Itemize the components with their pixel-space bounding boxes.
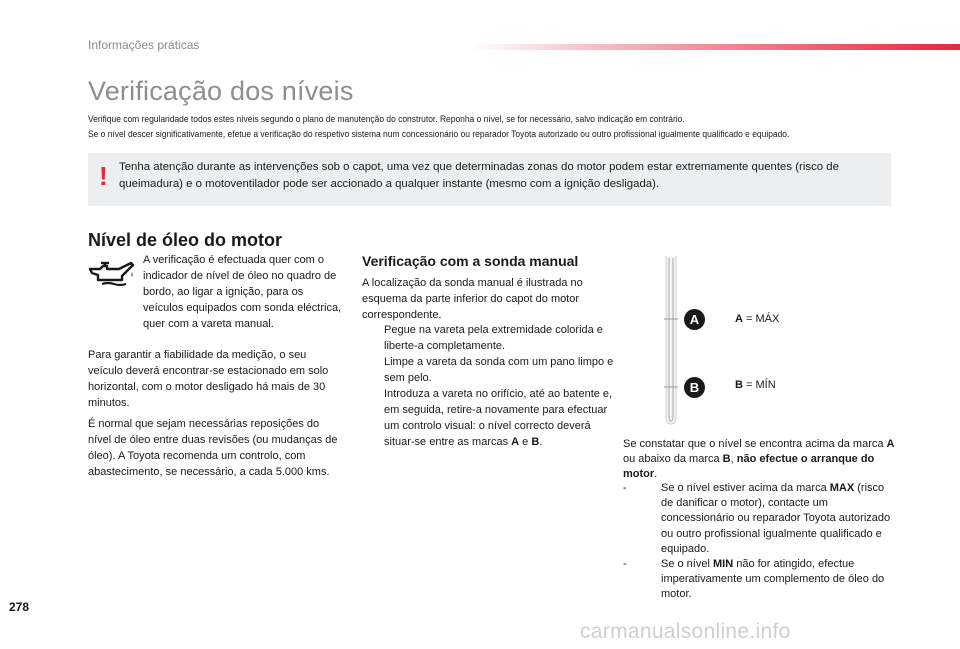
dash-bullet: -: [623, 558, 627, 571]
mark-a-ref: A: [886, 438, 895, 450]
warning-icon: !: [99, 161, 108, 191]
manual-steps-list: [362, 322, 620, 450]
oil-paragraph-2: É normal que sejam necessárias reposições do nível de óleo entre duas revisões (ou mudanças de óleo). A Toyota recomenda um controlo, com abastecimento, se necessário, a cada 5.000 kms.: [88, 418, 338, 478]
warning-box: [88, 153, 891, 206]
page-title: Verificação dos níveis: [88, 76, 354, 106]
text-run: ou abaixo da marca: [623, 453, 723, 466]
min-key: B: [735, 379, 743, 391]
oil-can-icon: [86, 258, 136, 288]
do-not-start-emphasis: não efectue o arranque do motor: [623, 453, 875, 481]
dipstick-illustration: [660, 256, 682, 426]
oil-paragraph-1: Para garantir a fiabilidade da medição, o seu veículo deverá encontrar-se estacionado em solo horizontal, com o motor desligado há mais de 30 minutos.: [88, 349, 329, 409]
max-level-label: [735, 313, 779, 325]
list-item: [362, 386, 620, 450]
text-run: ,: [730, 453, 737, 466]
dash-bullet: -: [623, 482, 627, 494]
watermark: carmanualsonline.info: [580, 620, 791, 643]
list-item: [362, 322, 620, 354]
mark-b-ref: B: [531, 436, 540, 448]
level-actions-list: [623, 481, 895, 603]
level-warning-text: [623, 437, 895, 483]
max-value: = MÁX: [742, 313, 780, 325]
manual-check-heading: Verificação com a sonda manual: [362, 253, 579, 269]
list-item: [623, 557, 895, 603]
min-ref: MIN: [712, 558, 734, 571]
section-header: Informações práticas: [88, 38, 200, 52]
manual-lead-text: A localização da sonda manual é ilustrada no esquema da parte inferior do capot do motor correspondente.: [362, 277, 583, 321]
text-run: não for atingido, efectue imperativamente um complemento de óleo do motor.: [661, 558, 885, 601]
text-run: Se constatar que o nível se encontra acima da marca: [623, 438, 887, 450]
mark-b-ref: B: [722, 453, 731, 466]
max-ref: MAX: [829, 482, 855, 494]
min-level-label: [735, 379, 776, 391]
oil-level-heading: Nível de óleo do motor: [88, 230, 283, 250]
min-value: = MÍN: [742, 379, 776, 391]
page-number: 278: [9, 600, 30, 614]
warning-text: Tenha atenção durante as intervenções sob o capot, uma vez que determinadas zonas do motor podem estar extremamente quentes (risco de queimadura) e o motoventilador pode ser accionado a qualquer instante (mesmo com a ignição desligada).: [119, 161, 839, 190]
mark-b-badge: B: [684, 377, 705, 398]
mark-a-badge: A: [684, 309, 705, 330]
oil-lead-text: A verificação é efectuada quer com o indicador de nível de óleo no quadro de bordo, ao ligar a ignição, para os veículos equipados com sonda eléctrica, quer com a vareta manual.: [143, 254, 342, 330]
header-accent-bar: [470, 44, 960, 50]
intro-text: [88, 112, 833, 142]
step-text: Pegue na vareta pela extremidade colorida e liberte-a completamente.: [384, 324, 603, 352]
text-run: Se o nível: [661, 558, 713, 571]
step-text: Limpe a vareta da sonda com um pano limpo e sem pelo.: [384, 356, 614, 384]
period: .: [539, 436, 543, 448]
text-run: Se o nível estiver acima da marca: [661, 482, 830, 494]
conjunction: e: [519, 436, 532, 448]
list-item: [362, 354, 620, 386]
text-run: (risco de danificar o motor), contacte um concessionário ou reparador Toyota autorizado ou outro profissional igualmente qualificado e equipado.: [661, 482, 891, 555]
step-text: Introduza a vareta no orifício, até ao batente e, em seguida, retire-a novamente para efectuar um controlo visual: o nível correcto deverá situar-se entre as marcas: [384, 388, 613, 448]
list-item: [623, 481, 895, 557]
max-key: A: [735, 313, 743, 325]
intro-line-1: Verifique com regularidade todos estes níveis segundo o plano de manutenção do construtor. Reponha o nível, se for necessário, salvo indicação em contrário.: [88, 114, 685, 124]
intro-line-2: Se o nível descer significativamente, efetue a verificação do respetivo sistema num concessionário ou reparador Toyota autorizado ou outro profissional igualmente qualificado e equipado.: [88, 129, 790, 139]
mark-a-ref: A: [511, 436, 520, 448]
text-run: .: [654, 468, 658, 481]
